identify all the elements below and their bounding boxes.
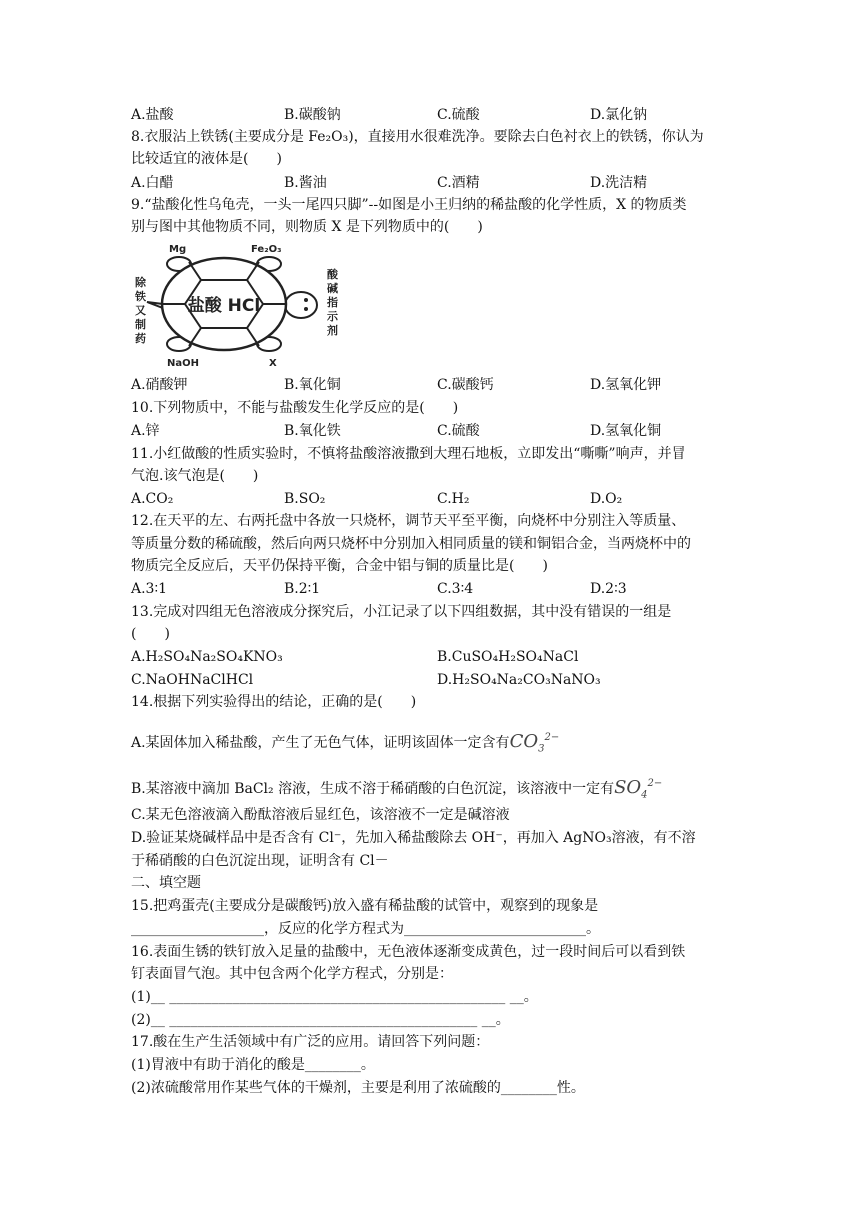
q12-stem-line2: 等质量分数的稀硫酸，然后向两只烧杯中分别加入相同质量的镁和铜铝合金，当两烧杯中的 — [131, 536, 691, 552]
q11-option-c: C.H₂ — [437, 491, 470, 507]
turtle-label-bottom-left: NaOH — [167, 358, 199, 369]
q8-option-b: B.酱油 — [284, 175, 327, 191]
q8-option-c: C.酒精 — [437, 175, 480, 191]
turtle-nostril — [304, 307, 308, 311]
q10-option-d: D.氢氧化铜 — [590, 423, 662, 439]
turtle-diagram — [131, 242, 351, 370]
q10-option-b: B.氧化铁 — [284, 423, 341, 439]
svg-text:除铁又制药: 除铁又制药 — [135, 276, 146, 345]
q7-option-a: A.盐酸 — [131, 107, 174, 123]
q14-option-d-line2: 于稀硝酸的白色沉淀出现，证明含有 Cl－ — [131, 853, 389, 869]
carbonate-ion-formula: $CO_3^{2-}$ — [509, 731, 560, 755]
svg-text:酸碱指示剂: 酸碱指示剂 — [327, 268, 338, 337]
q17-part-1: (1)胃液中有助于消化的酸是________。 — [131, 1057, 375, 1073]
q14-option-a — [131, 727, 560, 755]
q9-stem-line2: 别与图中其他物质不同，则物质 X 是下列物质中的( ) — [131, 219, 483, 235]
q12-option-b: B.2∶1 — [284, 581, 321, 597]
q14-option-c: C.某无色溶液滴入酚酞溶液后显红色，该溶液不一定是碱溶液 — [131, 807, 510, 823]
sulfate-ion-formula: $SO_4^{2-}$ — [614, 777, 663, 801]
q9-stem-line1: 9.“盐酸化性乌龟壳，一头一尾四只脚”--如图是小王归纳的稀盐酸的化学性质，X 的物质类 — [131, 197, 687, 213]
q9-option-a: A.硝酸钾 — [131, 377, 188, 393]
turtle-label-right — [327, 267, 339, 337]
q14-option-b-text: B.某溶液中滴加 BaCl₂ 溶液，生成不溶于稀硝酸的白色沉淀，该溶液中一定有 — [131, 781, 615, 797]
q14-option-d-line1: D.验证某烧碱样品中是否含有 Cl⁻，先加入稀盐酸除去 OH⁻，再加入 AgNO₃溶液，有不溶 — [131, 830, 696, 846]
q14-option-a-text: A.某固体加入稀盐酸，产生了无色气体，证明该固体一定含有 — [131, 735, 510, 751]
q12-option-c: C.3∶4 — [437, 581, 474, 597]
q7-option-d: D.氯化钠 — [590, 107, 648, 123]
q11-stem-line2: 气泡.该气泡是( ) — [131, 468, 259, 484]
q9-option-b: B.氧化铜 — [284, 377, 341, 393]
q7-option-b: B.碳酸钠 — [284, 107, 341, 123]
q16-stem-line1: 16.表面生锈的铁钉放入足量的盐酸中，无色液体逐渐变成黄色，过一段时间后可以看到铁 — [131, 944, 686, 960]
q12-option-a: A.3∶1 — [131, 581, 168, 597]
q14-option-b — [131, 773, 663, 801]
turtle-tail — [147, 302, 163, 308]
q11-option-d: D.O₂ — [590, 491, 623, 507]
q11-option-a: A.CO₂ — [131, 491, 174, 507]
q17-part-2: (2)浓硫酸常用作某些气体的干燥剂，主要是利用了浓硫酸的________性。 — [131, 1080, 585, 1096]
q13-option-d: D.H₂SO₄Na₂CO₃NaNO₃ — [437, 672, 601, 688]
q16-blank-2: (2)__ ____________________________________________ __。 — [131, 1012, 510, 1028]
q15-stem-line2: ___________________，反应的化学方程式为__________________________。 — [131, 921, 600, 937]
q8-stem-line2: 比较适宜的液体是( ) — [131, 151, 282, 167]
q11-option-b: B.SO₂ — [284, 491, 326, 507]
q10-option-c: C.硫酸 — [437, 423, 480, 439]
q8-option-d: D.洗洁精 — [590, 175, 648, 191]
q11-stem-line1: 11.小红做酸的性质实验时，不慎将盐酸溶液撒到大理石地板，立即发出“嘶嘶”响声，并冒 — [131, 446, 686, 462]
q12-stem-line1: 12.在天平的左、右两托盘中各放一只烧杯，调节天平至平衡，向烧杯中分别注入等质量、 — [131, 513, 686, 529]
q12-option-d: D.2∶3 — [590, 581, 627, 597]
q15-stem-line1: 15.把鸡蛋壳(主要成分是碳酸钙)放入盛有稀盐酸的试管中，观察到的现象是 — [131, 898, 599, 914]
q7-option-c: C.硫酸 — [437, 107, 480, 123]
q9-option-c: C.碳酸钙 — [437, 377, 494, 393]
q13-option-c: C.NaOHNaClHCl — [131, 672, 254, 688]
q13-stem-line2: ( ) — [131, 626, 170, 642]
turtle-label-top-left: Mg — [169, 244, 187, 255]
q8-option-a: A.白醋 — [131, 175, 174, 191]
q17-stem: 17.酸在生产生活领域中有广泛的应用。请回答下列问题： — [131, 1034, 490, 1050]
turtle-label-top-right: Fe₂O₃ — [251, 244, 282, 255]
turtle-label-left — [134, 275, 147, 345]
turtle-head — [285, 292, 317, 318]
q12-stem-line3: 物质完全反应后，天平仍保持平衡，合金中铝与铜的质量比是( ) — [131, 558, 548, 574]
q14-stem: 14.根据下列实验得出的结论，正确的是( ) — [131, 694, 417, 710]
q10-option-a: A.锌 — [131, 423, 160, 439]
q16-blank-1: (1)__ ________________________________________________ __。 — [131, 989, 538, 1005]
q16-stem-line2: 钉表面冒气泡。其中包含两个化学方程式，分别是： — [131, 966, 453, 982]
q9-option-d: D.氢氧化钾 — [590, 377, 662, 393]
q10-stem: 10.下列物质中，不能与盐酸发生化学反应的是( ) — [131, 400, 459, 416]
turtle-label-bottom-right: X — [269, 358, 277, 369]
section-heading: 二、填空题 — [131, 875, 201, 891]
turtle-eye — [304, 298, 308, 302]
q13-option-b: B.CuSO₄H₂SO₄NaCl — [437, 649, 579, 665]
q13-option-a: A.H₂SO₄Na₂SO₄KNO₃ — [131, 649, 283, 665]
turtle-center-label: 盐酸 HCl — [187, 296, 261, 316]
q8-stem-line1: 8.衣服沾上铁锈(主要成分是 Fe₂O₃)，直接用水很难洗净。要除去白色衬衣上的铁锈，你认为 — [131, 129, 704, 145]
q13-stem-line1: 13.完成对四组无色溶液成分探究后，小江记录了以下四组数据，其中没有错误的一组是 — [131, 604, 672, 620]
